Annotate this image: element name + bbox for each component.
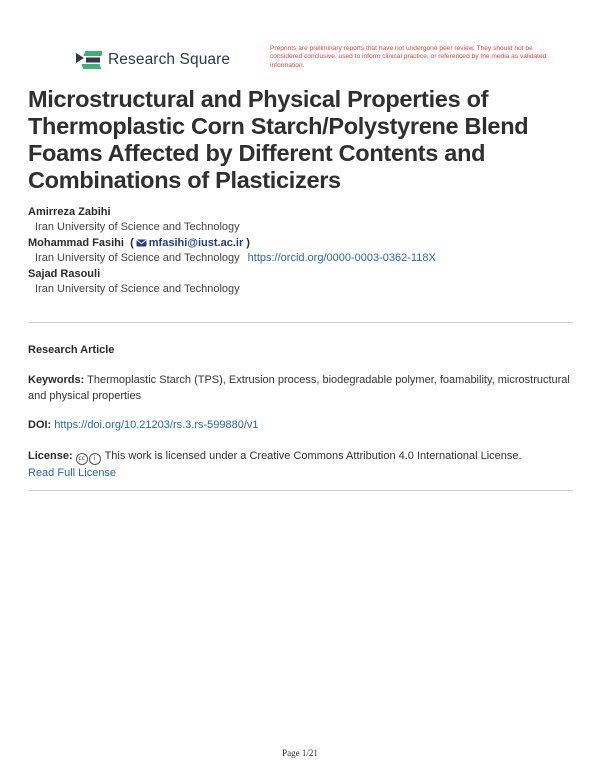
article-type	[28, 342, 573, 358]
divider	[28, 322, 573, 323]
author-affiliation: Iran University of Science and Technology	[35, 221, 240, 233]
paper-title: Microstructural and Physical Properties of Thermoplastic Corn Starch/Polystyrene Blend Foams Affected by Different Contents and Combinations of Plasticizers	[28, 86, 529, 193]
orcid-link[interactable]: https://orcid.org/0000-0003-0362-118X	[247, 252, 436, 264]
doi-link[interactable]: https://doi.org/10.21203/rs.3.rs-599880/v1	[54, 419, 259, 431]
corresponding-author	[28, 236, 573, 250]
article-type-label: Research Article	[28, 344, 115, 356]
read-full-license-link[interactable]: Read Full License	[28, 467, 117, 479]
envelope-icon	[136, 239, 147, 247]
keywords	[28, 372, 573, 404]
doi-label: DOI:	[28, 419, 52, 431]
license-text: This work is licensed under a Creative Commons Attribution 4.0 International License.	[104, 450, 522, 462]
author-list	[28, 205, 573, 298]
keywords-label: Keywords:	[28, 374, 85, 386]
doi	[28, 417, 573, 433]
brand-name: Research Square	[108, 51, 231, 68]
divider	[28, 490, 573, 491]
author-name: Mohammad Fasihi	[28, 237, 124, 249]
author-name: Sajad Rasouli	[28, 268, 101, 280]
page-number: Page 1/21	[282, 748, 318, 758]
keywords-value: Thermoplastic Starch (TPS), Extrusion process, biodegradable polymer, foamability, microstructural and physical properties	[28, 374, 570, 402]
email-paren-open: (	[127, 237, 134, 249]
research-square-logo-icon	[74, 49, 102, 71]
author-affiliation: Iran University of Science and Technology	[35, 252, 240, 264]
license-label: License:	[28, 450, 73, 462]
research-square-logo[interactable]	[74, 47, 230, 73]
author-affiliation: Iran University of Science and Technology	[35, 283, 240, 295]
license	[28, 448, 573, 481]
cc-icon: cc	[76, 453, 88, 465]
author-email-link[interactable]: mfasihi@iust.ac.ir	[148, 237, 244, 249]
author-affiliation-line	[28, 250, 573, 267]
by-icon: i	[89, 453, 101, 465]
email-paren-close: )	[243, 237, 250, 249]
preprint-disclaimer: Preprints are preliminary reports that have not undergone peer review. They should not be considered conclusive, used to inform clinical practice, or referenced by the media as validated information.	[270, 45, 547, 69]
author-name: Amirreza Zabihi	[28, 206, 111, 218]
